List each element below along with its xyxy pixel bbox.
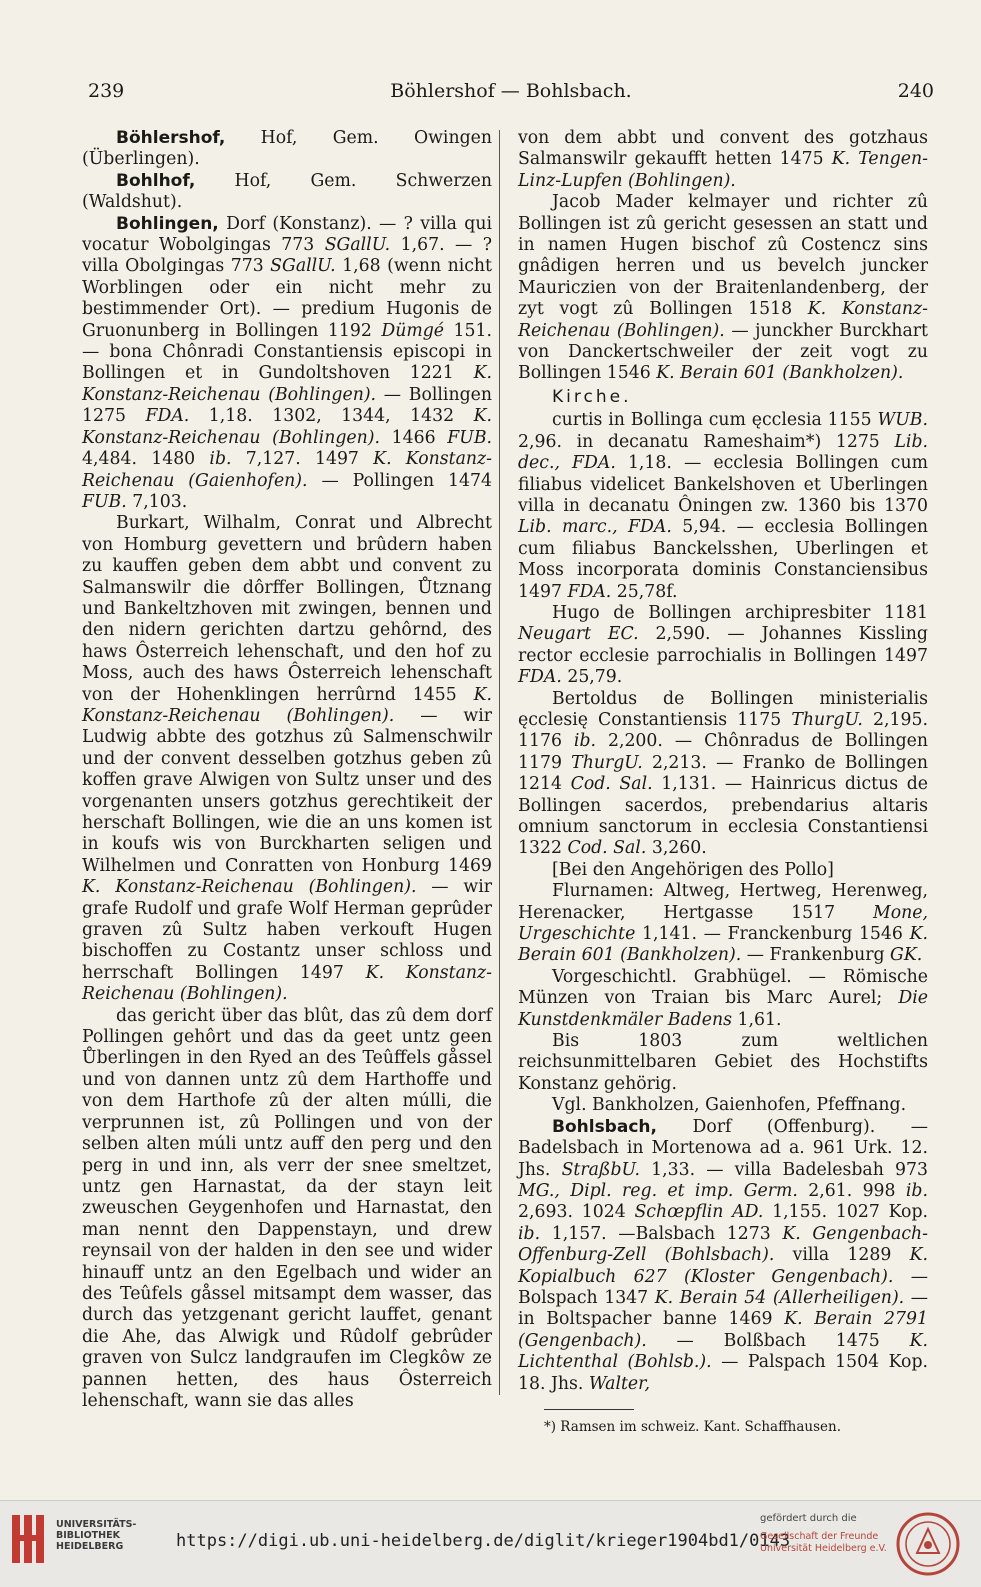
paragraph-vorgeschichte: Vorgeschichtl. Grabhügel. — Römische Münzen von Traian bis Marc Aurel; Die Kunstdenkmäler Badens 1,61. — [518, 966, 928, 1030]
viewer-footer — [0, 1500, 981, 1587]
university-library-logo-icon — [10, 1511, 52, 1567]
paragraph-flurnamen: Flurnamen: Altweg, Hertweg, Herenweg, Herenacker, Hertgasse 1517 Mone, Urgeschichte 1,141. — Franckenburg 1546 K. Berain 601 (Bankholzen). — Frankenburg GK. — [518, 881, 928, 966]
left-column — [82, 128, 492, 1412]
running-title: Böhlershof — Bohlsbach. — [390, 80, 632, 102]
paragraph-salmanswilr: von dem abbt und convent des gotzhaus Salmanswilr gekaufft hetten 1475 K. Tengen-Linz-Lupfen (Bohlingen). — [518, 128, 929, 191]
column-divider — [499, 130, 500, 1395]
footnote-rule — [544, 1409, 634, 1410]
university-seal-icon — [895, 1507, 961, 1581]
paragraph-vgl: Vgl. Bankholzen, Gaienhofen, Pfeffnang. — [552, 1095, 907, 1116]
entry-bohlingen: Bohlingen, Dorf (Konstanz). — ? villa qui vocatur Wobolgingas 773 SGallU. 1,67. — ? villa Obolgingas 773 SGallU. 1,68 (wenn nicht Worblingen oder ein nicht mehr zu bestimmender Ort). — predium Hugonis de Gruonunberg in Bollingen 1192 Dümgé 151. — bona Chônradi Constantiensis episcopi in Bollingen et in Gundoltshoven 1221 K. Konstanz-Reichenau (Bohlingen). — Bollingen 1275 FDA. 1,18. 1302, 1344, 1432 K. Konstanz-Reichenau (Bohlingen). 1466 FUB. 4,484. 1480 ib. 7,127. 1497 K. Konstanz-Reichenau (Gaienhofen). — Pollingen 1474 FUB. 7,103. — [82, 213, 493, 512]
sponsor-name: Gesellschaft der Freunde Universität Heidelberg e.V. — [760, 1531, 887, 1554]
paragraph-homburg: Burkart, Wilhalm, Conrat und Albrecht von Homburg gevettern und brûdern haben zu kauffen geben dem abbt und convent zu Salmanswilr die dôrffer Bollingen, Ůtznang und Bankeltzhoven mit zwingen, bennen und den nidern gerichten dartzu gehôrnd, des haws Ôsterreich lehenschaft, und den hof zu Moss, auch des haws Ôsterreich lehenschaft von der Hohenklingen herrûrnd 1455 K. Konstanz-Reichenau (Bohlingen). — wir Ludwig abbte des gotzhus zû Salmenschwilr und der convent desselben gotzhus geben zû koffen grave Alwigen von Sultz unser und des vorgenanten unsers gotzhus gerechtikeit der herschaft Bollingen, wie die an uns komen ist in koufs wis von Burckharten seligen und Wilhelmen und Conratten von Honburg 1469 K. Konstanz-Reichenau (Bohlingen). — wir grafe Rudolf und grafe Wolf Herman geprûder graven zû Sultz haben verkouft Hugen bischoffen zu Costantz unser schloss und herrschaft Bollingen 1497 K. Konstanz-Reichenau (Bohlingen). — [82, 513, 492, 1005]
right-column — [518, 128, 928, 1436]
paragraph-hochstift: Bis 1803 zum weltlichen reichsunmittelbaren Gebiet des Hochstifts Konstanz gehörig. — [518, 1031, 928, 1094]
right-page-number: 240 — [897, 80, 934, 102]
permalink-url[interactable]: https://digi.ub.uni-heidelberg.de/diglit/krieger1904bd1/0143 — [176, 1531, 791, 1551]
entry-boehlershof: Böhlershof, Hof, Gem. Owingen (Überlingen). — [82, 128, 492, 170]
paragraph-mader: Jacob Mader kelmayer und richter zû Bollingen ist zû gericht gesessen an statt und in namen Hugen bischof zû Costencz sins gnâdigen herren und us bevelch juncker Mauriczien von der Braitenlandenberg, der zyt vogt zû Bollingen 1518 K. Konstanz-Reichenau (Bohlingen). — junckher Burckhart von Danckertschweiler der zeit vogt zu Bollingen 1546 K. Berain 601 (Bankholzen). — [518, 192, 928, 384]
paragraph-hugo: Hugo de Bollingen archipresbiter 1181 Neugart EC. 2,590. — Johannes Kissling rector ecclesie parrochialis in Bollingen 1497 FDA. 25,79. — [518, 602, 928, 688]
section-kirche: Kirche. — [552, 386, 632, 407]
entry-bohlhof: Bohlhof, Hof, Gem. Schwerzen (Waldshut). — [82, 170, 492, 213]
university-library-name: UNIVERSITÄTS- BIBLIOTHEK HEIDELBERG — [56, 1519, 137, 1552]
paragraph-gericht: das gericht über das blût, das zû dem dorf Pollingen gehôrt und das da geet untz geen Ůberlingen in den Ryed an des Teûffels gåssel und von dannen untz zû dem Harthoffe und von dem Harthofe zû der alten múlli, die verprunnen ist, zû Pollingen und von der selben alten múli untz auff den perg und den perg in und inn, als verr der snee smeltzet, untz gen Harnastat, da der stayn leit zweuschen Geygenhofen und Harnastat, den man nennt den Dappenstayn, und drew reynsail von der halden in den see und wider hinauff untz an den Egelbach und wider an des Teûfels gåssel mitsampt dem wasser, das durch das yetzgenant gericht lauffet, genant die Ahe, das Alwigk und Rûdolf gebrûder graven von Sulcz landgraufen im Clegkôw ze pannen hetten, des haus Ôsterreich lehenschaft, wann sie das alles — [82, 1005, 492, 1411]
entry-bohlsbach: Bohlsbach, Dorf (Offenburg). — Badelsbach in Mortenowa ad a. 961 Urk. 12. Jhs. StraßbU. 1,33. — villa Badelesbah 973 MG., Dipl. reg. et imp. Germ. 2,61. 998 ib. 2,693. 1024 Schœpflin AD. 1,155. 1027 Kop. ib. 1,157. —Balsbach 1273 K. Gengenbach-Offenburg-Zell (Bohlsbach). villa 1289 K. Kopialbuch 627 (Kloster Gengenbach). — Bolspach 1347 K. Berain 54 (Allerheiligen). — in Boltspacher banne 1469 K. Berain 2791 (Gengenbach). — Bolßbach 1475 K. Lichtenthal (Bohlsb.). — Palspach 1504 Kop. 18. Jhs. Walter, — [518, 1116, 929, 1394]
left-page-number: 239 — [88, 80, 125, 102]
paragraph-curtis: curtis in Bollinga cum ęcclesia 1155 WUB. 2,96. in decanatu Rameshaim*) 1275 Lib. dec., FDA. 1,18. — ecclesia Bollingen cum filiabus videlicet Bankelshoven et Uberlingen villa in decanatu Ôningen zw. 1360 bis 1370 Lib. marc., FDA. 5,94. — ecclesia Bollingen cum filiabus Banckelsshen, Uberlingen et Moss incorporata dominis Constanciensibus 1497 FDA. 25,78f. — [518, 410, 929, 602]
footnote: *) Ramsen im schweiz. Kant. Schaffhausen. — [544, 1418, 842, 1435]
paragraph-bertoldus: Bertoldus de Bollingen ministerialis ęcclesię Constantiensis 1175 ThurgU. 2,195. 1176 ib. 2,200. — Chônradus de Bollingen 1179 ThurgU. 2,213. — Franko de Bollingen 1214 Cod. Sal. 1,131. — Hainricus dictus de Bollingen sacerdos, prebendarius altaris omnium sanctorum in ecclesia Constantiensi 1322 Cod. Sal. 3,260. — [518, 688, 929, 859]
running-header — [88, 80, 934, 110]
sponsor-label: gefördert durch die — [760, 1513, 857, 1524]
paragraph-pollo: [Bei den Angehörigen des Pollo] — [552, 859, 834, 880]
